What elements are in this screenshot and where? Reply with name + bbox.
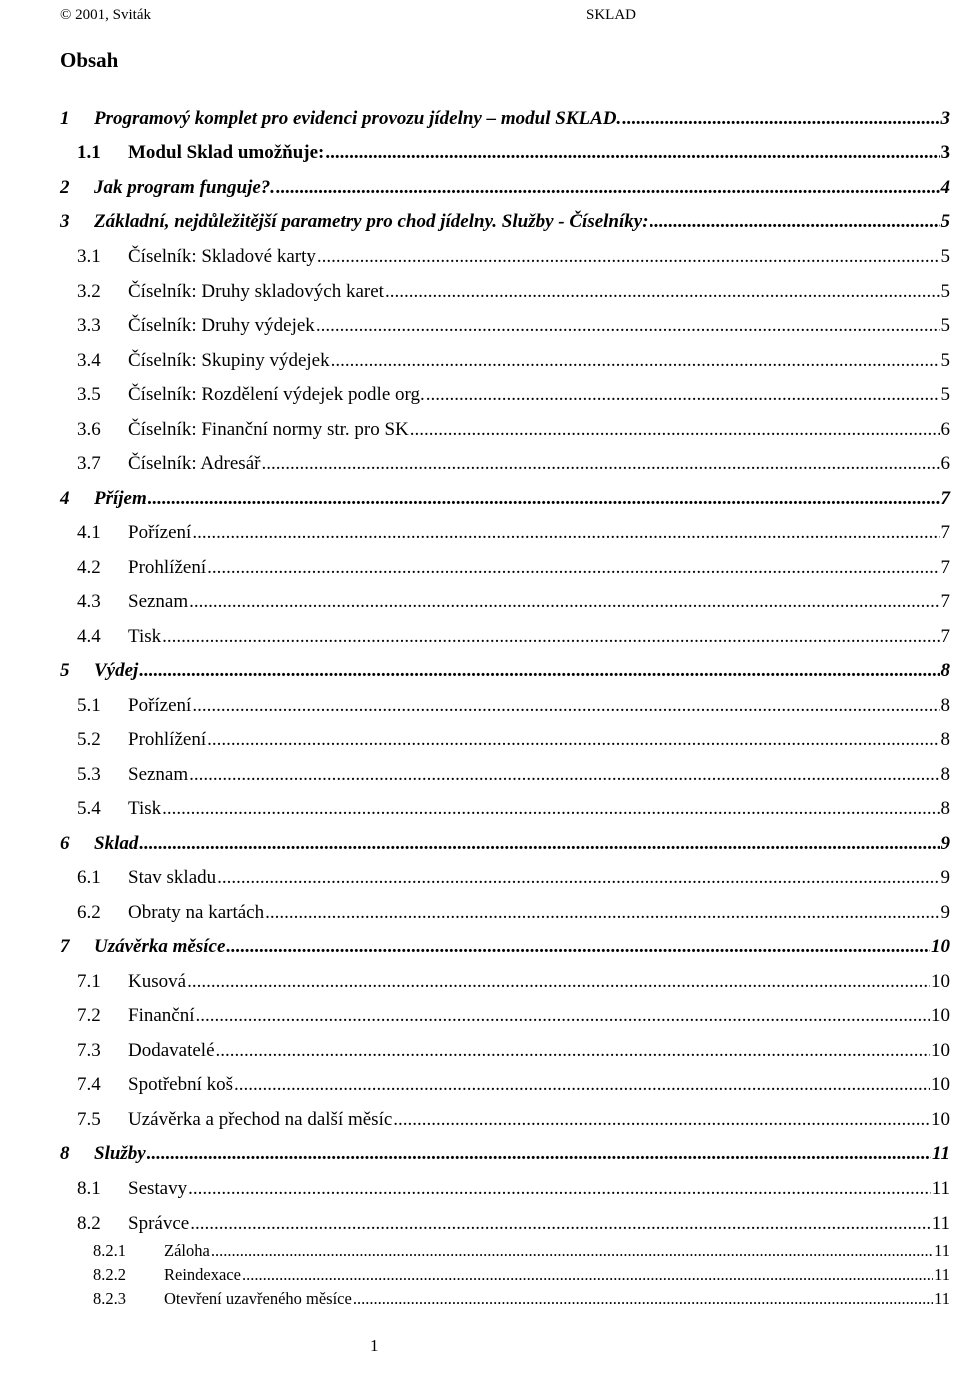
toc-entry-page: 11: [934, 1265, 950, 1284]
toc-entry-number: 7.2: [77, 1005, 101, 1026]
toc-leader-dots: [216, 1040, 930, 1062]
page-header: [60, 7, 950, 29]
toc-entry-number: 5.1: [77, 695, 101, 716]
toc-entry-title: Finanční: [128, 1005, 195, 1026]
toc-entry-title: Příjem: [94, 488, 147, 509]
toc-leader-dots: [226, 936, 930, 958]
toc-entry-title: Seznam: [128, 764, 189, 785]
toc-entry-page: 5: [940, 246, 950, 267]
toc-entry[interactable]: [60, 936, 950, 958]
toc-entry-title: Sestavy: [128, 1178, 188, 1199]
toc-entry-page: 9: [940, 867, 950, 888]
toc-entry-number: 8.2.1: [93, 1241, 126, 1260]
toc-entry[interactable]: [77, 798, 950, 820]
toc-entry-title: Tisk: [128, 626, 162, 647]
toc-entry-title: Číselník: Finanční normy str. pro SK: [128, 419, 409, 440]
toc-entry-page: 5: [940, 384, 950, 405]
toc-entry-title: Číselník: Skladové karty: [128, 246, 316, 267]
toc-entry-page: 7: [940, 488, 950, 509]
toc-entry[interactable]: [60, 660, 950, 682]
page-title: Obsah: [60, 48, 119, 72]
toc-leader-dots: [217, 867, 939, 889]
toc-entry-title: Pořízení: [128, 695, 192, 716]
toc-entry[interactable]: [77, 902, 950, 924]
toc-entry-title: Základní, nejdůležitější parametry pro chod jídelny. Služby - Číselníky:: [94, 211, 649, 232]
toc-entry[interactable]: [77, 315, 950, 337]
toc-entry-number: 7: [60, 936, 70, 957]
toc-entry-page: 10: [931, 1005, 950, 1026]
toc-entry-title: Spotřební koš: [128, 1074, 234, 1095]
toc-entry-number: 4.1: [77, 522, 101, 543]
toc-entry-page: 8: [940, 798, 950, 819]
toc-leader-dots: [622, 108, 939, 130]
toc-entry-number: 8: [60, 1143, 70, 1164]
toc-entry-number: 6.2: [77, 902, 101, 923]
toc-leader-dots: [265, 902, 939, 924]
toc-entry[interactable]: [77, 522, 950, 544]
toc-entry[interactable]: [93, 1265, 950, 1285]
toc-entry-title: Otevření uzavřeného měsíce: [164, 1289, 352, 1308]
toc-entry-page: 8: [940, 660, 950, 681]
toc-entry-number: 6.1: [77, 867, 101, 888]
toc-leader-dots: [187, 971, 930, 993]
toc-entry[interactable]: [77, 1109, 950, 1131]
toc-entry-number: 5.3: [77, 764, 101, 785]
toc-entry-page: 5: [940, 350, 950, 371]
toc-entry-title: Uzávěrka měsíce: [94, 936, 226, 957]
toc-entry-number: 2: [60, 177, 70, 198]
toc-entry-number: 3.5: [77, 384, 101, 405]
page-number: 1: [370, 1336, 379, 1355]
toc-entry-number: 4.2: [77, 557, 101, 578]
toc-leader-dots: [385, 281, 940, 303]
toc-entry[interactable]: [77, 350, 950, 372]
toc-leader-dots: [331, 350, 940, 372]
toc-entry[interactable]: [77, 1005, 950, 1027]
toc-leader-dots: [316, 315, 940, 337]
header-copyright: © 2001, Sviták: [60, 7, 151, 23]
toc-entry-number: 3: [60, 211, 70, 232]
toc-leader-dots: [189, 764, 939, 786]
toc-entry-number: 1: [60, 108, 70, 129]
toc-entry-title: Modul Sklad umožňuje:: [128, 142, 325, 163]
toc-entry-page: 11: [931, 1213, 950, 1234]
toc-entry-number: 8.2.2: [93, 1265, 126, 1284]
toc-entry-title: Prohlížení: [128, 557, 207, 578]
toc-entry-title: Uzávěrka a přechod na další měsíc: [128, 1109, 393, 1130]
toc-entry-number: 3.3: [77, 315, 101, 336]
toc-entry[interactable]: [77, 557, 950, 579]
toc-entry-page: 10: [931, 936, 950, 957]
toc-entry-page: 4: [940, 177, 950, 198]
toc-entry-page: 5: [940, 211, 950, 232]
toc-entry-page: 5: [940, 281, 950, 302]
toc-entry-number: 4: [60, 488, 70, 509]
toc-entry-title: Obraty na kartách: [128, 902, 265, 923]
toc-leader-dots: [207, 729, 939, 751]
toc-leader-dots: [276, 177, 939, 199]
toc-leader-dots: [148, 488, 940, 510]
toc-entry-number: 5.4: [77, 798, 101, 819]
toc-entry-page: 10: [931, 1040, 950, 1061]
toc-leader-dots: [234, 1074, 930, 1096]
toc-entry[interactable]: [93, 1241, 950, 1261]
toc-entry[interactable]: [77, 453, 950, 475]
toc-entry[interactable]: [77, 1178, 950, 1200]
toc-entry[interactable]: [77, 729, 950, 751]
toc-entry-page: 9: [940, 833, 950, 854]
toc-entry-title: Správce: [128, 1213, 190, 1234]
toc-entry-title: Programový komplet pro evidenci provozu jídelny – modul SKLAD.: [94, 108, 622, 129]
toc-entry-number: 7.1: [77, 971, 101, 992]
header-title: SKLAD: [586, 7, 637, 23]
toc-entry-title: Číselník: Skupiny výdejek: [128, 350, 330, 371]
toc-entry-page: 10: [931, 1074, 950, 1095]
toc-entry[interactable]: [60, 1143, 950, 1165]
toc-entry-page: 7: [940, 591, 950, 612]
toc-entry[interactable]: [77, 695, 950, 717]
toc-entry-title: Číselník: Druhy skladových karet: [128, 281, 384, 302]
toc-entry-page: 3: [940, 142, 950, 163]
toc-entry-title: Prohlížení: [128, 729, 207, 750]
toc-entry-number: 8.2: [77, 1213, 101, 1234]
toc-entry-title: Reindexace: [164, 1265, 241, 1284]
toc-entry-number: 5.2: [77, 729, 101, 750]
toc-entry-title: Kusová: [128, 971, 187, 992]
toc-entry-number: 3.7: [77, 453, 101, 474]
toc-leader-dots: [192, 695, 939, 717]
toc-entry-page: 3: [940, 108, 950, 129]
toc-entry-title: Seznam: [128, 591, 189, 612]
toc-entry-page: 8: [940, 729, 950, 750]
toc-leader-dots: [650, 211, 940, 233]
toc-entry[interactable]: [60, 488, 950, 510]
toc-entry-title: Číselník: Druhy výdejek: [128, 315, 315, 336]
toc-entry-title: Výdej: [94, 660, 139, 681]
toc-leader-dots: [147, 1143, 931, 1165]
toc-entry-page: 5: [940, 315, 950, 336]
toc-entry[interactable]: [77, 591, 950, 613]
toc-entry-page: 10: [931, 1109, 950, 1130]
toc-entry-page: 10: [931, 971, 950, 992]
toc-entry-number: 7.5: [77, 1109, 101, 1130]
toc-entry[interactable]: [77, 1074, 950, 1096]
toc-entry-page: 6: [940, 453, 950, 474]
toc-entry-number: 3.1: [77, 246, 101, 267]
toc-entry-page: 11: [932, 1143, 950, 1164]
toc-entry[interactable]: [77, 419, 950, 441]
toc-leader-dots: [190, 1213, 931, 1235]
toc-entry[interactable]: [77, 1213, 950, 1235]
toc-entry-title: Služby: [94, 1143, 146, 1164]
toc-leader-dots: [261, 453, 939, 475]
toc-entry[interactable]: [77, 384, 950, 406]
toc-entry-title: Tisk: [128, 798, 162, 819]
toc-entry[interactable]: [60, 177, 950, 199]
toc-entry-number: 5: [60, 660, 70, 681]
toc-leader-dots: [353, 1289, 933, 1309]
toc-leader-dots: [192, 522, 939, 544]
toc-entry-title: Sklad: [94, 833, 139, 854]
toc-leader-dots: [393, 1109, 930, 1131]
toc-entry-page: 7: [940, 626, 950, 647]
toc-entry-number: 3.2: [77, 281, 101, 302]
toc-leader-dots: [410, 419, 940, 441]
toc-entry-number: 7.4: [77, 1074, 101, 1095]
toc-entry[interactable]: [77, 867, 950, 889]
toc-entry[interactable]: [77, 626, 950, 648]
toc-entry-page: 11: [934, 1289, 950, 1308]
toc-leader-dots: [162, 798, 939, 820]
toc-entry-page: 8: [940, 695, 950, 716]
toc-entry-number: 4.3: [77, 591, 101, 612]
toc-entry-number: 8.2.3: [93, 1289, 126, 1308]
toc-entry-page: 6: [940, 419, 950, 440]
toc-entry-number: 3.4: [77, 350, 101, 371]
toc-entry-number: 1.1: [77, 142, 101, 163]
toc-entry-page: 11: [934, 1241, 950, 1260]
toc-entry-number: 4.4: [77, 626, 101, 647]
toc-entry-page: 11: [931, 1178, 950, 1199]
toc-entry[interactable]: [60, 108, 950, 130]
toc-entry[interactable]: [60, 211, 950, 233]
toc-leader-dots: [162, 626, 939, 648]
toc-entry-title: Dodavatelé: [128, 1040, 215, 1061]
toc-entry[interactable]: [77, 764, 950, 786]
toc-leader-dots: [207, 557, 939, 579]
toc-entry-title: Číselník: Rozdělení výdejek podle org.: [128, 384, 425, 405]
toc-entry[interactable]: [93, 1289, 950, 1309]
toc-entry-title: Číselník: Adresář: [128, 453, 261, 474]
toc-entry-number: 3.6: [77, 419, 101, 440]
toc-entry-number: 6: [60, 833, 70, 854]
toc-entry-title: Jak program funguje?.: [94, 177, 276, 198]
toc-leader-dots: [325, 142, 939, 164]
toc-leader-dots: [242, 1265, 933, 1285]
toc-entry[interactable]: [77, 971, 950, 993]
toc-leader-dots: [139, 660, 939, 682]
toc-entry-title: Záloha: [164, 1241, 210, 1260]
toc-entry-number: 8.1: [77, 1178, 101, 1199]
toc-entry-title: Pořízení: [128, 522, 192, 543]
toc-entry[interactable]: [77, 246, 950, 268]
toc-leader-dots: [317, 246, 940, 268]
toc-entry-page: 7: [940, 522, 950, 543]
toc-entry-page: 7: [940, 557, 950, 578]
toc-leader-dots: [196, 1005, 931, 1027]
toc-leader-dots: [426, 384, 940, 406]
toc-entry-page: 8: [940, 764, 950, 785]
toc-leader-dots: [211, 1241, 933, 1261]
toc-entry-page: 9: [940, 902, 950, 923]
toc-entry[interactable]: [77, 281, 950, 303]
toc-leader-dots: [139, 833, 939, 855]
toc-entry[interactable]: [77, 1040, 950, 1062]
toc-entry[interactable]: [77, 142, 950, 164]
toc-entry-title: Stav skladu: [128, 867, 217, 888]
toc-leader-dots: [189, 591, 939, 613]
toc-entry-number: 7.3: [77, 1040, 101, 1061]
toc-leader-dots: [188, 1178, 931, 1200]
toc-entry[interactable]: [60, 833, 950, 855]
